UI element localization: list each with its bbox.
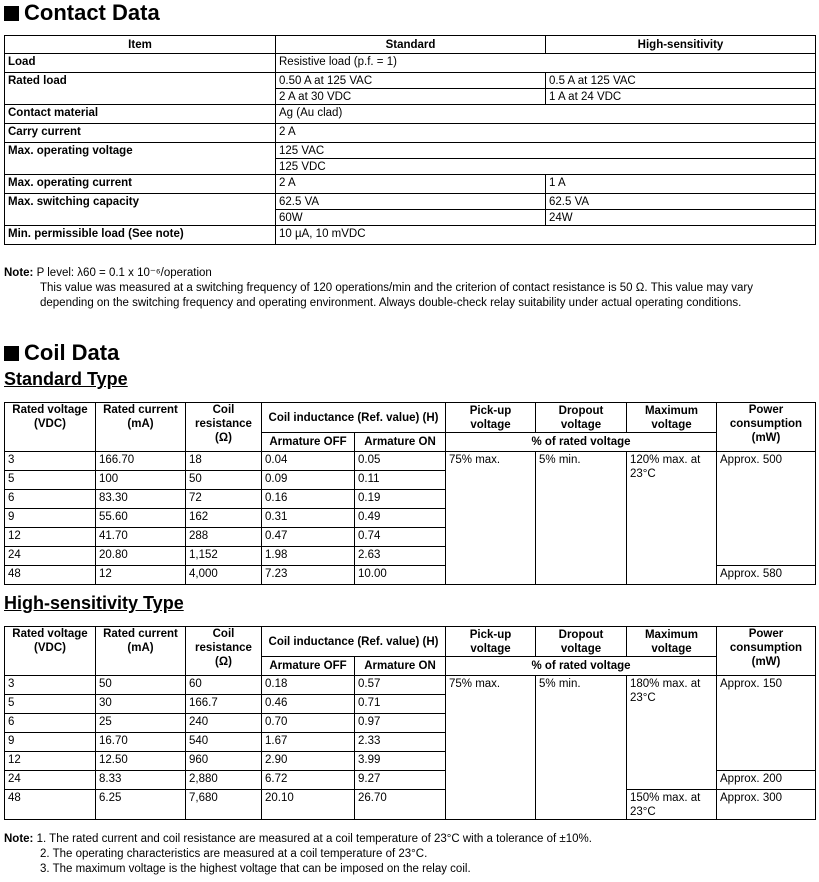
value-line: 0.5 A at 125 VAC xyxy=(549,75,636,87)
header-pickup: Pick-up voltage xyxy=(446,627,536,657)
header-coil-resistance: Coil resistance (Ω) xyxy=(186,403,262,452)
cell: 3 xyxy=(5,676,96,695)
value-line: 2 A at 30 VDC xyxy=(276,88,545,104)
cell: 20.10 xyxy=(262,790,355,820)
cell: 3 xyxy=(5,452,96,471)
table-row xyxy=(5,124,816,143)
item-cell: Carry current xyxy=(5,124,276,143)
cell: 0.47 xyxy=(262,528,355,547)
cell: 540 xyxy=(186,733,262,752)
cell: 0.46 xyxy=(262,695,355,714)
cell: 162 xyxy=(186,509,262,528)
cell: 48 xyxy=(5,566,96,585)
power-cell: Approx. 300 xyxy=(717,790,816,820)
cell: 12 xyxy=(5,528,96,547)
cell: 10.00 xyxy=(355,566,446,585)
note-line: P level: λ60 = 0.1 x 10⁻⁶/operation xyxy=(36,267,212,279)
cell: 3.99 xyxy=(355,752,446,771)
cell: 60 xyxy=(186,676,262,695)
hs-cell xyxy=(546,194,816,226)
cell: 5 xyxy=(5,695,96,714)
cell: 2.90 xyxy=(262,752,355,771)
max-voltage-cell: 120% max. at 23°C xyxy=(627,452,717,585)
header-row xyxy=(5,403,816,433)
standard-type-heading: Standard Type xyxy=(4,369,128,389)
std-cell xyxy=(276,194,546,226)
note-label: Note: xyxy=(4,267,34,279)
contact-data-table xyxy=(4,35,816,245)
cell: 16.70 xyxy=(96,733,186,752)
power-cell: Approx. 200 xyxy=(717,771,816,790)
header-power: Power consumption (mW) xyxy=(717,403,816,452)
header-pct: % of rated voltage xyxy=(446,433,717,452)
table-row xyxy=(5,73,816,105)
cell: 6 xyxy=(5,714,96,733)
cell: 1.98 xyxy=(262,547,355,566)
coil-title: Coil Data xyxy=(24,340,120,365)
table-row xyxy=(5,226,816,245)
span-cell xyxy=(276,143,816,175)
cell: 48 xyxy=(5,790,96,820)
cell: 0.09 xyxy=(262,471,355,490)
cell: 5 xyxy=(5,471,96,490)
cell: 72 xyxy=(186,490,262,509)
cell: 50 xyxy=(186,471,262,490)
cell: 8.33 xyxy=(96,771,186,790)
note-item: 1. The rated current and coil resistance are measured at a coil temperature of 23°C with a tolerance of ±10%. xyxy=(36,833,592,845)
cell: 25 xyxy=(96,714,186,733)
cell: 0.97 xyxy=(355,714,446,733)
span-cell xyxy=(276,124,816,143)
header-standard: Standard xyxy=(276,36,546,54)
cell: 0.19 xyxy=(355,490,446,509)
item-cell: Load xyxy=(5,54,276,73)
header-pct: % of rated voltage xyxy=(446,657,717,676)
cell: 2.33 xyxy=(355,733,446,752)
cell: 166.70 xyxy=(96,452,186,471)
header-rated-voltage: Rated voltage (VDC) xyxy=(5,627,96,676)
value-line: 62.5 VA xyxy=(549,196,590,208)
table-row xyxy=(5,790,816,820)
value-line: 125 VDC xyxy=(276,158,815,174)
note-item: 2. The operating characteristics are measured at a coil temperature of 23°C. xyxy=(40,848,428,860)
cell: 0.04 xyxy=(262,452,355,471)
value-line: 62.5 VA xyxy=(279,196,320,208)
value-line: 24W xyxy=(546,209,815,225)
cell: 240 xyxy=(186,714,262,733)
cell: 30 xyxy=(96,695,186,714)
note-line: This value was measured at a switching frequency of 120 operations/min and the criterion of contact resistance is 50 Ω. This value may vary xyxy=(40,282,753,294)
cell: 0.18 xyxy=(262,676,355,695)
pickup-cell: 75% max. xyxy=(446,452,536,585)
cell: 9 xyxy=(5,733,96,752)
cell: 0.70 xyxy=(262,714,355,733)
header-power: Power consumption (mW) xyxy=(717,627,816,676)
std-cell xyxy=(276,73,546,105)
item-cell: Min. permissible load (See note) xyxy=(5,226,276,245)
cell: 24 xyxy=(5,771,96,790)
span-cell xyxy=(276,54,816,73)
coil-notes xyxy=(4,832,592,877)
header-high-sensitivity: High-sensitivity xyxy=(546,36,816,54)
table-row xyxy=(5,194,816,226)
power-cell: Approx. 580 xyxy=(717,566,816,585)
value-line: 2 A xyxy=(279,126,296,138)
cell: 288 xyxy=(186,528,262,547)
contact-title: Contact Data xyxy=(24,0,160,25)
cell: 83.30 xyxy=(96,490,186,509)
cell: 0.31 xyxy=(262,509,355,528)
high-sensitivity-type-heading: High-sensitivity Type xyxy=(4,593,184,613)
value-line: 125 VAC xyxy=(279,145,325,157)
cell: 9.27 xyxy=(355,771,446,790)
value-line: 2 A xyxy=(279,177,296,189)
table-row xyxy=(5,105,816,124)
pickup-cell: 75% max. xyxy=(446,676,536,820)
note-item: 3. The maximum voltage is the highest voltage that can be imposed on the relay coil. xyxy=(40,863,471,875)
item-cell: Max. operating voltage xyxy=(5,143,276,175)
power-cell: Approx. 500 xyxy=(717,452,816,566)
dropout-cell: 5% min. xyxy=(536,452,627,585)
contact-note xyxy=(4,266,753,311)
cell: 0.11 xyxy=(355,471,446,490)
cell: 1,152 xyxy=(186,547,262,566)
cell: 6 xyxy=(5,490,96,509)
item-cell: Contact material xyxy=(5,105,276,124)
std-cell xyxy=(276,175,546,194)
cell: 24 xyxy=(5,547,96,566)
cell: 0.16 xyxy=(262,490,355,509)
cell: 0.49 xyxy=(355,509,446,528)
cell: 18 xyxy=(186,452,262,471)
table-row xyxy=(5,54,816,73)
header-pickup: Pick-up voltage xyxy=(446,403,536,433)
cell: 100 xyxy=(96,471,186,490)
max-voltage-cell: 150% max. at 23°C xyxy=(627,790,717,820)
header-max-voltage: Maximum voltage xyxy=(627,627,717,657)
header-inductance: Coil inductance (Ref. value) (H) xyxy=(262,403,446,433)
cell: 9 xyxy=(5,509,96,528)
cell: 2.63 xyxy=(355,547,446,566)
cell: 12 xyxy=(5,752,96,771)
header-max-voltage: Maximum voltage xyxy=(627,403,717,433)
span-cell xyxy=(276,226,816,245)
header-arm-off: Armature OFF xyxy=(262,433,355,452)
cell: 41.70 xyxy=(96,528,186,547)
header-rated-current: Rated current (mA) xyxy=(96,627,186,676)
cell: 1.67 xyxy=(262,733,355,752)
table-row xyxy=(5,452,816,471)
value-line: 60W xyxy=(276,209,545,225)
value-line: 1 A at 24 VDC xyxy=(546,88,815,104)
cell: 6.25 xyxy=(96,790,186,820)
header-rated-voltage: Rated voltage (VDC) xyxy=(5,403,96,452)
header-arm-off: Armature OFF xyxy=(262,657,355,676)
cell: 166.7 xyxy=(186,695,262,714)
cell: 6.72 xyxy=(262,771,355,790)
cell: 960 xyxy=(186,752,262,771)
contact-data-heading xyxy=(4,0,160,26)
standard-coil-table xyxy=(4,402,816,585)
coil-data-heading xyxy=(4,340,119,366)
cell: 50 xyxy=(96,676,186,695)
table-row xyxy=(5,143,816,175)
header-arm-on: Armature ON xyxy=(355,433,446,452)
header-rated-current: Rated current (mA) xyxy=(96,403,186,452)
item-cell: Rated load xyxy=(5,73,276,105)
value-line: 0.50 A at 125 VAC xyxy=(279,75,373,87)
cell: 0.57 xyxy=(355,676,446,695)
header-coil-resistance: Coil resistance (Ω) xyxy=(186,627,262,676)
cell: 0.05 xyxy=(355,452,446,471)
hs-cell xyxy=(546,73,816,105)
header-item: Item xyxy=(5,36,276,54)
power-cell: Approx. 150 xyxy=(717,676,816,771)
value-line: 1 A xyxy=(549,177,566,189)
header-dropout: Dropout voltage xyxy=(536,627,627,657)
cell: 55.60 xyxy=(96,509,186,528)
cell: 12 xyxy=(96,566,186,585)
cell: 12.50 xyxy=(96,752,186,771)
header-arm-on: Armature ON xyxy=(355,657,446,676)
header-row xyxy=(5,627,816,657)
cell: 0.74 xyxy=(355,528,446,547)
max-voltage-cell: 180% max. at 23°C xyxy=(627,676,717,790)
high-sensitivity-coil-table xyxy=(4,626,816,820)
cell: 2,880 xyxy=(186,771,262,790)
cell: 0.71 xyxy=(355,695,446,714)
note-label: Note: xyxy=(4,833,34,845)
value-line: Ag (Au clad) xyxy=(279,107,343,119)
cell: 4,000 xyxy=(186,566,262,585)
hs-cell xyxy=(546,175,816,194)
square-bullet-icon xyxy=(4,6,19,21)
cell: 20.80 xyxy=(96,547,186,566)
item-cell: Max. operating current xyxy=(5,175,276,194)
cell: 7.23 xyxy=(262,566,355,585)
value-line: Resistive load (p.f. = 1) xyxy=(279,56,397,68)
item-cell: Max. switching capacity xyxy=(5,194,276,226)
cell: 7,680 xyxy=(186,790,262,820)
dropout-cell: 5% min. xyxy=(536,676,627,820)
table-row xyxy=(5,175,816,194)
note-line: depending on the switching frequency and operating environment. Always double-check relay suitability under actual operating conditions. xyxy=(40,297,742,309)
header-dropout: Dropout voltage xyxy=(536,403,627,433)
table-row xyxy=(5,676,816,695)
span-cell xyxy=(276,105,816,124)
square-bullet-icon xyxy=(4,346,19,361)
cell: 26.70 xyxy=(355,790,446,820)
value-line: 10 µA, 10 mVDC xyxy=(279,228,366,240)
header-inductance: Coil inductance (Ref. value) (H) xyxy=(262,627,446,657)
